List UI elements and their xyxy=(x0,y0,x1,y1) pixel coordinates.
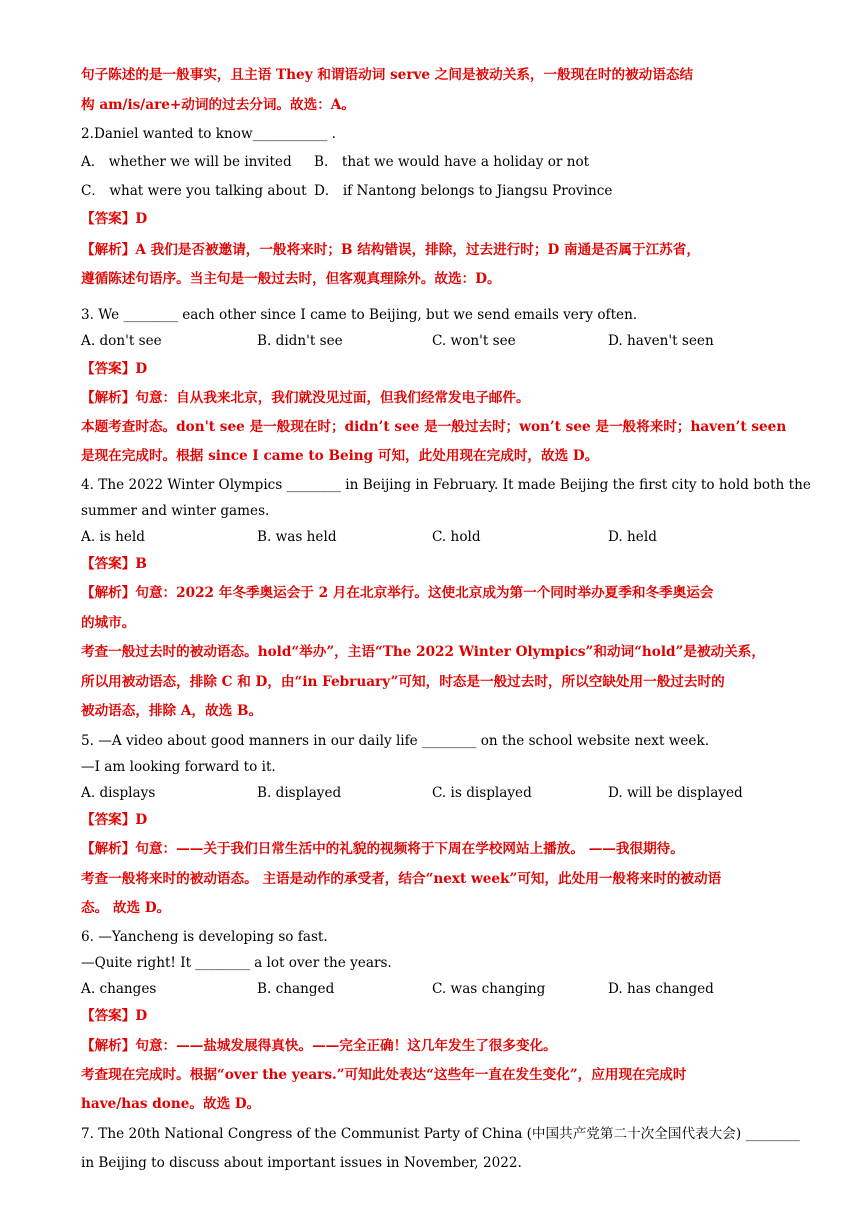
intro-explanation-line-2: 构 am/is/are+动词的过去分词。故选：A。 xyxy=(81,97,355,113)
q5-explanation-line-3: 态。 故选 D。 xyxy=(81,900,171,916)
q5-option-d: D. will be displayed xyxy=(608,785,743,801)
q3-stem: 3. We ________ each other since I came to Beijing, but we send emails very often. xyxy=(81,307,638,323)
q6-option-b: B. changed xyxy=(257,981,335,997)
q2-explanation-line-1: 【解析】A 我们是否被邀请，一般将来时；B 结构错误，排除，过去进行时；D 南通是否属于江苏省， xyxy=(81,242,700,258)
q5-option-a: A. displays xyxy=(81,785,156,801)
q3-explanation-line-3: 是现在完成时。根据 since I came to Being 可知，此处用现在完成时，故选 D。 xyxy=(81,448,599,464)
q4-explanation-line-5: 被动语态，排除 A，故选 B。 xyxy=(81,703,263,719)
q5-option-b: B. displayed xyxy=(257,785,342,801)
q7-stem-line-1: 7. The 20th National Congress of the Communist Party of China (中国共产党第二十次全国代表大会) ________ xyxy=(81,1126,800,1142)
q4-option-c: C. hold xyxy=(432,529,481,545)
q2-option-c: C． what were you talking about xyxy=(81,183,307,199)
q3-option-c: C. won't see xyxy=(432,333,516,349)
q4-option-a: A. is held xyxy=(81,529,145,545)
q4-explanation-line-3: 考查一般过去时的被动语态。hold“举办”，主语“The 2022 Winter Olympics”和动词“hold”是被动关系， xyxy=(81,644,765,660)
q2-explanation-line-2: 遵循陈述句语序。当主句是一般过去时，但客观真理除外。故选：D。 xyxy=(81,271,501,287)
q6-explanation-line-1: 【解析】句意：——盐城发展得真快。——完全正确！这几年发生了很多变化。 xyxy=(81,1038,557,1054)
q2-answer: 【答案】D xyxy=(81,211,148,227)
q3-explanation-line-1: 【解析】句意：自从我来北京，我们就没见过面，但我们经常发电子邮件。 xyxy=(81,390,530,406)
q2-stem: 2.Daniel wanted to know___________ . xyxy=(81,126,337,142)
q5-explanation-line-2: 考查一般将来时的被动语态。 主语是动作的承受者，结合“next week”可知，此处用一般将来时的被动语 xyxy=(81,871,722,887)
q6-stem-line-1: 6. —Yancheng is developing so fast. xyxy=(81,929,328,945)
q4-stem-line-2: summer and winter games. xyxy=(81,503,270,519)
q4-answer: 【答案】B xyxy=(81,556,147,572)
q3-answer: 【答案】D xyxy=(81,361,148,377)
q2-option-d: D． if Nantong belongs to Jiangsu Province xyxy=(314,183,613,199)
q2-option-b: B． that we would have a holiday or not xyxy=(314,154,590,170)
q5-explanation-line-1: 【解析】句意：——关于我们日常生活中的礼貌的视频将于下周在学校网站上播放。 ——我很期待。 xyxy=(81,841,684,857)
q5-stem-line-2: —I am looking forward to it. xyxy=(81,759,276,775)
q5-answer: 【答案】D xyxy=(81,812,148,828)
q3-explanation-line-2: 本题考查时态。don't see 是一般现在时；didn’t see 是一般过去时；won’t see 是一般将来时；haven’t seen xyxy=(81,419,787,435)
q5-option-c: C. is displayed xyxy=(432,785,532,801)
q3-option-a: A. don't see xyxy=(81,333,162,349)
q4-stem-line-1: 4. The 2022 Winter Olympics ________ in Beijing in February. It made Beijing the first city to hold both the xyxy=(81,477,811,493)
q3-option-b: B. didn't see xyxy=(257,333,343,349)
q3-option-d: D. haven't seen xyxy=(608,333,714,349)
q4-explanation-line-1: 【解析】句意：2022 年冬季奥运会于 2 月在北京举行。这使北京成为第一个同时举办夏季和冬季奥运会 xyxy=(81,585,714,601)
q6-stem-line-2: —Quite right! It ________ a lot over the years. xyxy=(81,955,392,971)
q7-stem-line-2: in Beijing to discuss about important issues in November, 2022. xyxy=(81,1155,522,1171)
q6-answer: 【答案】D xyxy=(81,1008,148,1024)
q6-explanation-line-2: 考查现在完成时。根据“over the years.”可知此处表达“这些年一直在发生变化”，应用现在完成时 xyxy=(81,1067,687,1083)
intro-explanation-line-1: 句子陈述的是一般事实，且主语 They 和谓语动词 serve 之间是被动关系，一般现在时的被动语态结 xyxy=(81,67,694,83)
q5-stem-line-1: 5. —A video about good manners in our daily life ________ on the school website next week. xyxy=(81,733,710,749)
q4-option-b: B. was held xyxy=(257,529,337,545)
q4-option-d: D. held xyxy=(608,529,657,545)
q4-explanation-line-2: 的城市。 xyxy=(81,615,136,631)
q4-explanation-line-4: 所以用被动语态，排除 C 和 D，由“in February”可知，时态是一般过去时，所以空缺处用一般过去时的 xyxy=(81,674,725,690)
q6-explanation-line-3: have/has done。故选 D。 xyxy=(81,1096,261,1112)
q6-option-d: D. has changed xyxy=(608,981,714,997)
q2-option-a: A． whether we will be invited xyxy=(81,154,292,170)
q6-option-a: A. changes xyxy=(81,981,157,997)
q6-option-c: C. was changing xyxy=(432,981,546,997)
